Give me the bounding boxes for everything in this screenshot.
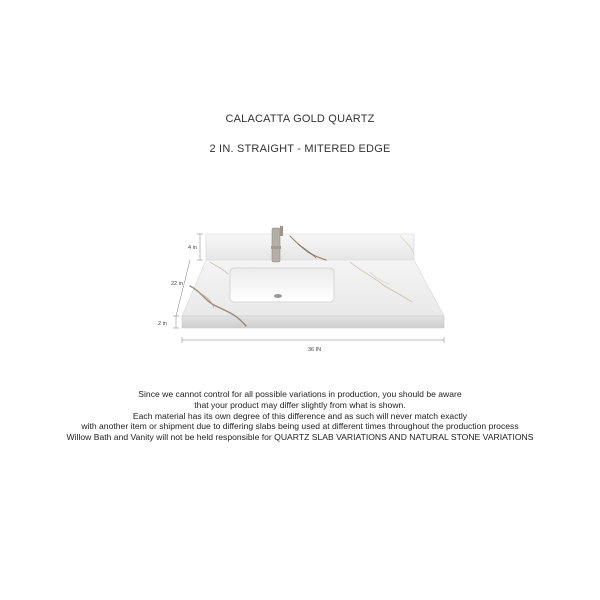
width-label: 36 IN	[308, 347, 322, 353]
vanity-top-illustration	[150, 222, 450, 357]
disclaimer-line: Since we cannot control for all possible variations in production, you should be aware	[138, 389, 462, 399]
sink-basin	[230, 268, 334, 302]
variation-disclaimer	[0, 389, 600, 443]
depth-label: 22 in	[171, 281, 183, 287]
disclaimer-line: that your product may differ slightly from what is shown.	[194, 399, 406, 410]
backsplash	[206, 234, 414, 260]
disclaimer-line: Each material has its own degree of this difference and as such will never match exactly	[132, 410, 468, 421]
edge-style-subtitle: 2 IN. STRAIGHT - MITERED EDGE	[209, 143, 391, 155]
drain-icon	[274, 294, 282, 298]
disclaimer-line: with another item or shipment due to differing slabs being used at different times throughout the production process	[81, 421, 519, 432]
backsplash-height-label: 4 in	[188, 245, 197, 251]
disclaimer-line: Willow Bath and Vanity will not be held responsible for QUARTZ SLAB VARIATIONS AND NATURAL STONE VARIATIONS	[66, 432, 534, 443]
product-title: CALACATTA GOLD QUARTZ	[225, 113, 375, 125]
edge-thickness-label: 2 in	[158, 321, 167, 327]
mitered-edge	[182, 316, 444, 328]
